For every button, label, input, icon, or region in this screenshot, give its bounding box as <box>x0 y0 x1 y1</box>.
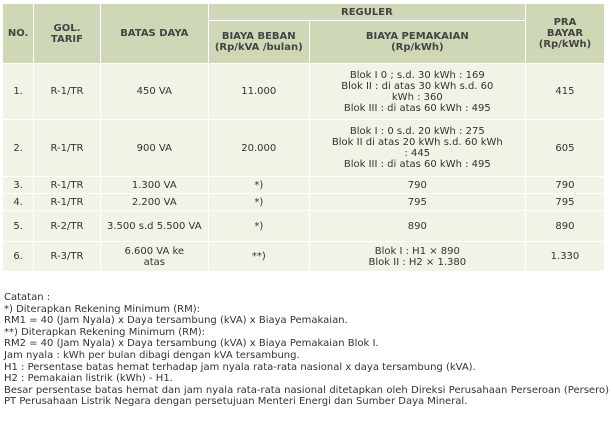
note-line: **) Diterapkan Rekening Minimum (RM): <box>4 326 205 338</box>
cell-beban: *) <box>208 194 309 211</box>
cell-no: 5. <box>3 211 34 242</box>
cell-prabayar: 1.330 <box>525 242 604 272</box>
cell-gol: R-2/TR <box>34 211 101 242</box>
tariff-table <box>2 3 605 272</box>
cell-no: 4. <box>3 194 34 211</box>
cell-beban: 20.000 <box>208 120 309 177</box>
cell-pemakaian <box>309 242 525 272</box>
table-row <box>3 120 605 177</box>
note-line: H1 : Persentase batas hemat terhadap jam nyala rata-rata nasional x daya tersambung (kVA). <box>4 361 476 373</box>
cell-pemakaian <box>309 64 525 120</box>
cell-beban: 11.000 <box>208 64 309 120</box>
cell-no: 3. <box>3 177 34 194</box>
note-line: Jam nyala : kWh per bulan dibagi dengan kVA tersambung. <box>4 349 300 361</box>
notes-section <box>4 292 609 408</box>
pemakaian-line: Blok III : di atas 60 kWh : 495 <box>343 159 491 170</box>
pemakaian-line: Blok II : H2 × 1.380 <box>368 256 467 268</box>
cell-daya: 1.300 VA <box>100 177 208 194</box>
pemakaian-line: : 445 <box>404 148 431 159</box>
cell-no: 1. <box>3 64 34 120</box>
cell-pemakaian: 795 <box>309 194 525 211</box>
note-line: RM2 = 40 (Jam Nyala) x Daya tersambung (kVA) x Biaya Pemakaian Blok I. <box>4 338 379 350</box>
cell-pemakaian: 890 <box>309 211 525 242</box>
note-line: RM1 = 40 (Jam Nyala) x Daya tersambung (kVA) x Biaya Pemakaian. <box>4 315 348 327</box>
header-reguler: REGULER <box>208 4 525 21</box>
cell-no: 2. <box>3 120 34 177</box>
cell-daya: 6.600 VA ke atas <box>100 242 208 272</box>
cell-gol: R-1/TR <box>34 177 101 194</box>
cell-prabayar: 790 <box>525 177 604 194</box>
cell-beban: **) <box>208 242 309 272</box>
pemakaian-line: Blok II di atas 20 kWh s.d. 60 kWh <box>331 137 503 148</box>
table-row <box>3 211 605 242</box>
header-biaya-beban: BIAYA BEBAN (Rp/kVA /bulan) <box>208 21 309 64</box>
cell-daya: 450 VA <box>100 64 208 120</box>
cell-gol: R-1/TR <box>34 64 101 120</box>
cell-prabayar: 605 <box>525 120 604 177</box>
cell-prabayar: 795 <box>525 194 604 211</box>
cell-pemakaian: 790 <box>309 177 525 194</box>
pemakaian-line: Blok I : 0 s.d. 20 kWh : 275 <box>349 126 485 137</box>
note-line: *) Diterapkan Rekening Minimum (RM): <box>4 303 200 315</box>
cell-no: 6. <box>3 242 34 272</box>
cell-daya: 900 VA <box>100 120 208 177</box>
cell-daya: 3.500 s.d 5.500 VA <box>100 211 208 242</box>
cell-beban: *) <box>208 211 309 242</box>
table-row <box>3 242 605 272</box>
table-row <box>3 64 605 120</box>
header-biaya-pemakaian: BIAYA PEMAKAIAN (Rp/kWh) <box>309 21 525 64</box>
pemakaian-line: Blok I : H1 × 890 <box>374 245 460 257</box>
pemakaian-line: Blok I 0 ; s.d. 30 kWh : 169 <box>349 69 485 81</box>
cell-beban: *) <box>208 177 309 194</box>
pemakaian-line: Blok II : di atas 30 kWh s.d. 60 <box>341 80 494 92</box>
header-pra-bayar: PRA BAYAR (Rp/kWh) <box>525 4 604 64</box>
cell-pemakaian <box>309 120 525 177</box>
cell-gol: R-1/TR <box>34 120 101 177</box>
header-no: NO. <box>3 4 34 64</box>
note-line: H2 : Pemakaian listrik (kWh) - H1. <box>4 373 173 385</box>
pemakaian-line: kWh : 360 <box>391 91 443 103</box>
header-batas-daya: BATAS DAYA <box>100 4 208 64</box>
pemakaian-line: Blok III : di atas 60 kWh : 495 <box>343 102 491 114</box>
cell-prabayar: 415 <box>525 64 604 120</box>
cell-daya: 2.200 VA <box>100 194 208 211</box>
notes-title: Catatan : <box>4 292 51 303</box>
cell-gol: R-3/TR <box>34 242 101 272</box>
note-paragraph: Besar persentase batas hemat dan jam nyala rata-rata nasional ditetapkan oleh Direksi Perusahaan Perseroan (Persero) PT Perusahaan Listrik Negara dengan persetujuan Menteri Energi dan Sumber Daya Mineral. <box>4 384 609 408</box>
cell-gol: R-1/TR <box>34 194 101 211</box>
header-gol-tarif: GOL. TARIF <box>34 4 101 64</box>
table-row <box>3 177 605 194</box>
table-row <box>3 194 605 211</box>
cell-prabayar: 890 <box>525 211 604 242</box>
